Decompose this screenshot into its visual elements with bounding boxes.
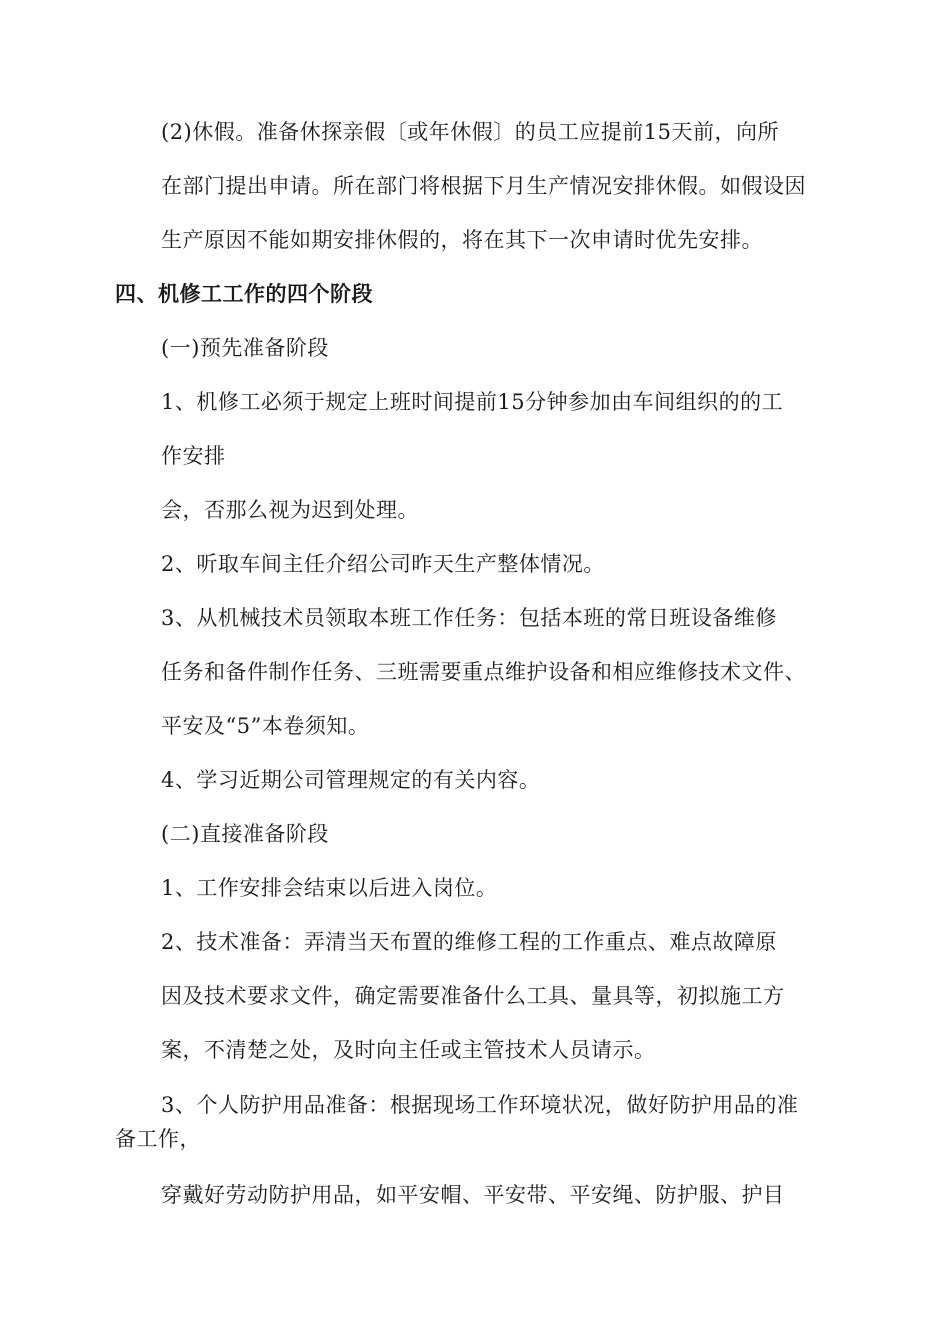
paragraph-line: (2)休假。准备休探亲假〔或年休假〕的员工应提前15天前，向所 [161,120,779,144]
section-heading: 四、机修工工作的四个阶段 [115,282,373,306]
subsection-heading: (一)预先准备阶段 [161,336,329,360]
paragraph-line: 1、工作安排会结束以后进入岗位。 [161,876,498,900]
paragraph-line: 2、技术准备：弄清当天布置的维修工程的工作重点、难点故障原 [161,930,777,954]
paragraph-line: 会，否那么视为迟到处理。 [161,498,419,522]
paragraph-line: 3、从机械技术员领取本班工作任务：包括本班的常日班设备维修 [161,606,777,630]
paragraph-line: 生产原因不能如期安排休假的，将在其下一次申请时优先安排。 [161,228,763,252]
subsection-heading: (二)直接准备阶段 [161,822,329,846]
paragraph-line: 穿戴好劳动防护用品，如平安帽、平安带、平安绳、防护服、护目 [161,1183,785,1207]
paragraph-line: 1、机修工必须于规定上班时间提前15分钟参加由车间组织的的工 [161,390,784,414]
paragraph-line: 任务和备件制作任务、三班需要重点维护设备和相应维修技术文件、 [161,660,806,684]
paragraph-line: 备工作， [115,1127,201,1151]
paragraph-line: 平安及“5”本卷须知。 [161,714,370,738]
paragraph-line: 2、听取车间主任介绍公司昨天生产整体情况。 [161,552,605,576]
paragraph-line: 3、个人防护用品准备：根据现场工作环境状况，做好防护用品的准 [161,1093,799,1117]
paragraph-line: 作安排 [161,444,226,468]
paragraph-line: 在部门提出申请。所在部门将根据下月生产情况安排休假。如假设因 [161,174,806,198]
paragraph-line: 4、学习近期公司管理规定的有关内容。 [161,768,541,792]
paragraph-line: 案，不清楚之处，及时向主任或主管技术人员请示。 [161,1038,656,1062]
paragraph-line: 因及技术要求文件，确定需要准备什么工具、量具等，初拟施工方 [161,984,785,1008]
